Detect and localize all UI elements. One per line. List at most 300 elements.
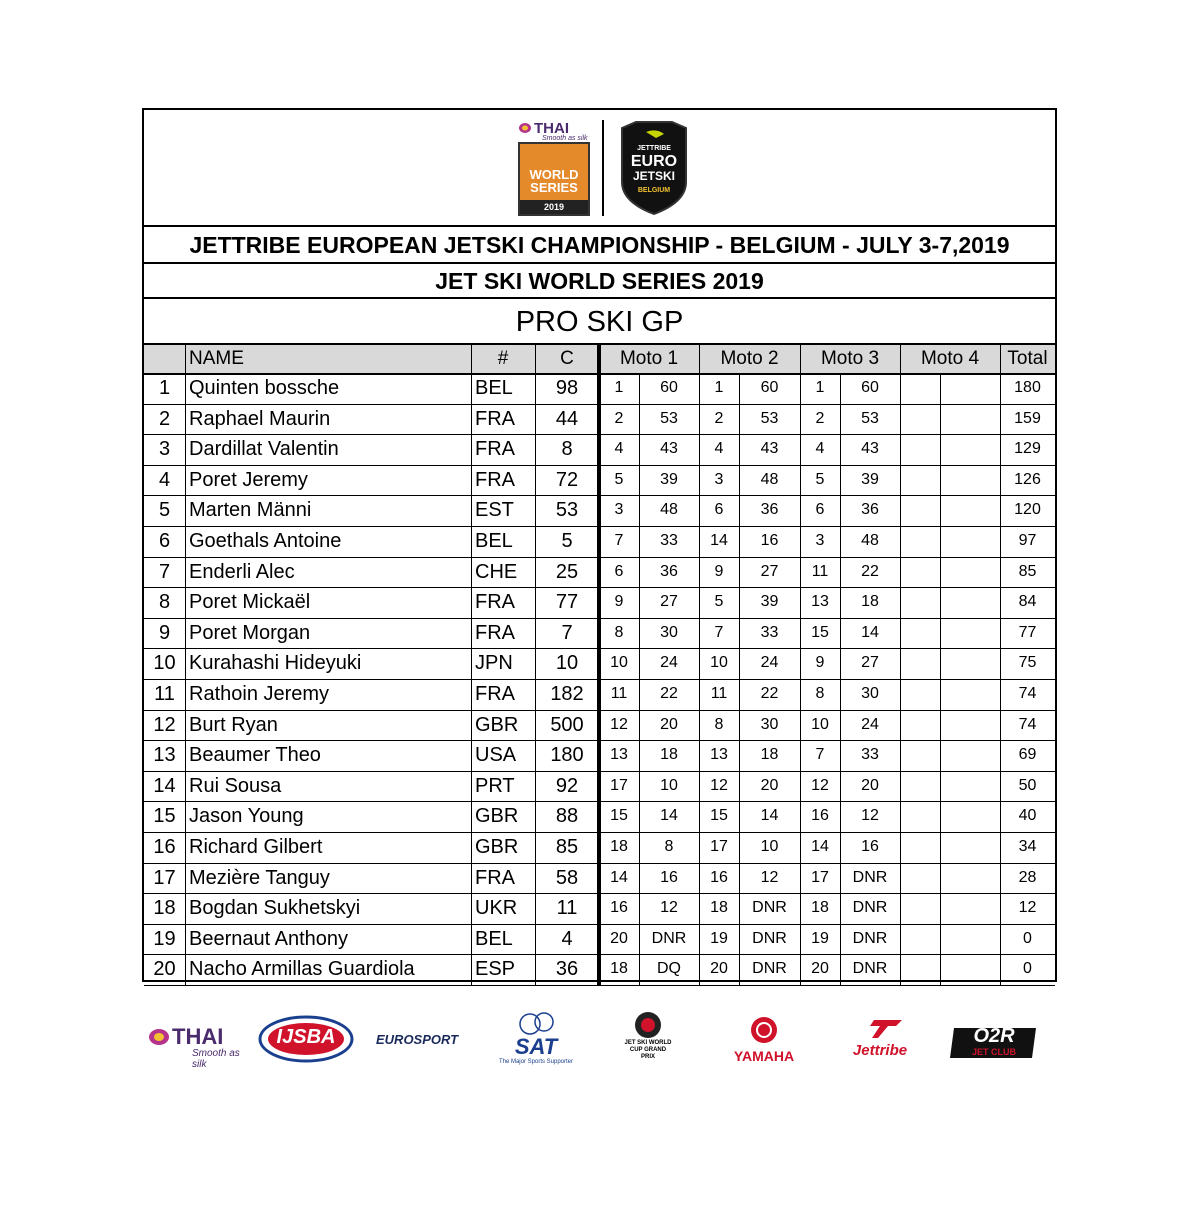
cell-moto2-place: 10	[710, 654, 728, 672]
cell-moto4-place	[900, 954, 940, 985]
cell-moto1-points: 30	[660, 623, 678, 641]
thai-tagline-text: Smooth as silk	[542, 135, 588, 142]
sponsor-strip	[140, 1010, 1060, 1070]
cell-position: 18	[153, 897, 176, 920]
cell-moto1-place: 9	[614, 593, 624, 611]
cell-moto1-points: 8	[664, 838, 674, 855]
cell-position: 1	[158, 377, 171, 399]
cell-number: 182	[550, 683, 584, 705]
cell-moto2-points: 43	[760, 440, 779, 458]
cell-nation: GBR	[475, 836, 519, 858]
cell-moto1-points: 22	[660, 685, 678, 702]
cell-rider-name: Jason Young	[189, 805, 304, 828]
cell-moto3-points: 14	[861, 623, 879, 641]
cell-moto3-points: 43	[861, 440, 879, 458]
column-divider	[739, 373, 740, 985]
cell-number: 58	[555, 866, 579, 889]
cell-moto2-place: 15	[710, 807, 728, 825]
cell-moto1-points: 43	[660, 440, 678, 458]
cell-moto4-points	[940, 495, 1000, 526]
cell-moto1-place: 5	[614, 470, 624, 488]
cell-position: 14	[153, 774, 176, 797]
sponsor-o2r-text: O2R	[973, 1025, 1015, 1047]
cell-moto3-place: 2	[815, 409, 825, 427]
world-cup-emblem-icon	[626, 1010, 670, 1040]
cell-total: 97	[1018, 532, 1037, 549]
cell-moto1-place: 1	[614, 379, 624, 396]
cell-nation: BEL	[475, 927, 513, 950]
cell-moto2-place: 5	[714, 593, 724, 611]
cell-moto1-points: 14	[660, 807, 678, 825]
shield-text-belgium: BELGIUM	[637, 187, 671, 194]
cell-moto2-points: DNR	[752, 960, 787, 978]
header-moto2: Moto 2	[699, 345, 800, 373]
cell-moto3-points: 60	[861, 379, 879, 396]
cell-position: 3	[158, 438, 171, 461]
cell-nation: BEL	[475, 530, 513, 552]
cell-moto4-place	[900, 373, 940, 404]
cell-moto4-place	[900, 710, 940, 741]
cell-moto4-place	[900, 801, 940, 832]
cell-moto3-place: 1	[815, 379, 825, 396]
cell-rider-name: Poret Mickaël	[189, 591, 311, 614]
cell-position: 20	[153, 958, 176, 981]
cell-moto2-place: 2	[714, 409, 724, 427]
cell-number: 77	[555, 591, 579, 614]
cell-moto2-points: 12	[760, 868, 779, 886]
cell-position: 17	[153, 866, 176, 889]
cell-moto1-place: 18	[610, 960, 628, 978]
header-name: NAME	[185, 345, 471, 373]
cell-moto1-points: 53	[660, 409, 678, 427]
sponsor-jettribe-logo	[830, 1010, 930, 1070]
cell-moto1-points: 16	[660, 868, 678, 886]
cell-moto4-place	[900, 587, 940, 618]
cell-number: 88	[555, 805, 579, 828]
cell-moto1-points: DQ	[657, 960, 681, 978]
cell-moto1-points: DNR	[651, 929, 687, 947]
cell-moto1-place: 3	[614, 501, 624, 519]
cell-moto2-points: 36	[760, 501, 779, 519]
cell-moto3-points: 12	[861, 807, 879, 825]
cell-moto4-points	[940, 710, 1000, 741]
cell-total: 129	[1014, 440, 1041, 458]
cell-moto4-points	[940, 740, 1000, 771]
cell-moto4-points	[940, 465, 1000, 496]
cell-moto4-points	[940, 863, 1000, 894]
cell-rider-name: Poret Morgan	[189, 621, 311, 644]
cell-moto1-points: 60	[660, 379, 678, 396]
cell-total: 77	[1018, 623, 1037, 641]
cell-rider-name: Raphael Maurin	[189, 407, 331, 430]
cell-number: 53	[555, 499, 579, 522]
cell-moto4-place	[900, 526, 940, 557]
header-number: #	[471, 345, 535, 373]
cell-rider-name: Poret Jeremy	[189, 468, 308, 491]
cell-moto1-points: 10	[660, 776, 678, 794]
cell-moto1-points: 27	[660, 593, 678, 611]
cell-moto2-place: 13	[710, 746, 728, 764]
column-divider	[639, 373, 640, 985]
cell-moto2-points: 30	[760, 715, 779, 733]
cell-moto1-place: 20	[610, 929, 628, 947]
cell-moto3-place: 13	[811, 593, 829, 611]
cell-rider-name: Marten Männi	[189, 499, 312, 522]
column-divider	[840, 373, 841, 985]
cell-nation: FRA	[475, 621, 515, 644]
cell-total: 34	[1018, 838, 1037, 855]
cell-nation: BEL	[475, 377, 513, 399]
header-blank	[144, 345, 185, 373]
cell-total: 0	[1023, 929, 1032, 947]
cell-moto3-place: 20	[811, 960, 829, 978]
cell-position: 8	[158, 591, 171, 614]
cell-moto2-place: 3	[714, 470, 724, 488]
cell-moto3-place: 14	[811, 838, 829, 855]
cell-moto2-points: 18	[760, 746, 779, 764]
cell-moto3-points: DNR	[852, 960, 888, 978]
cell-nation: FRA	[475, 468, 515, 491]
cell-number: 180	[550, 744, 584, 767]
cell-moto4-points	[940, 924, 1000, 955]
thai-world-series-logo	[516, 120, 592, 216]
header-total: Total	[1000, 345, 1055, 373]
cell-moto2-points: 39	[760, 593, 779, 611]
cell-moto2-place: 7	[714, 623, 724, 641]
jettribe-mark-icon	[866, 1018, 906, 1040]
cell-moto1-points: 33	[660, 532, 678, 549]
cell-moto1-points: 24	[660, 654, 678, 672]
cell-moto1-place: 4	[614, 440, 624, 458]
cell-total: 126	[1014, 470, 1041, 488]
cell-moto4-place	[900, 832, 940, 863]
cell-moto2-place: 19	[710, 929, 728, 947]
cell-position: 11	[154, 683, 175, 705]
cell-moto1-points: 20	[660, 715, 678, 733]
sponsor-ijsba-logo	[258, 1010, 358, 1070]
cell-moto2-place: 1	[714, 379, 724, 396]
sponsor-sat-tagline: The Major Sports Supporter	[498, 1059, 574, 1065]
cell-nation: GBR	[475, 805, 519, 828]
cell-moto3-points: 27	[861, 654, 879, 672]
cell-moto3-points: DNR	[852, 929, 888, 947]
cell-moto4-points	[940, 679, 1000, 710]
cell-moto3-place: 4	[815, 440, 825, 458]
cell-moto3-points: 16	[861, 838, 879, 855]
cell-moto2-place: 4	[714, 440, 724, 458]
sponsor-world-cup-text: JET SKI WORLD CUP GRAND PRIX	[624, 1040, 672, 1060]
column-divider	[185, 345, 186, 985]
cell-moto4-place	[900, 434, 940, 465]
thai-brand-text: THAI	[534, 120, 569, 137]
cell-moto1-place: 7	[614, 532, 624, 549]
cell-moto2-place: 20	[710, 960, 728, 978]
cell-moto4-place	[900, 679, 940, 710]
header-moto4: Moto 4	[900, 345, 1000, 373]
cell-nation: FRA	[475, 683, 515, 705]
cell-number: 8	[561, 438, 573, 461]
cell-moto3-place: 5	[815, 470, 825, 488]
euro-jetski-shield-logo	[616, 120, 692, 216]
sponsor-sat-text: SAT	[514, 1034, 558, 1059]
cell-moto3-place: 8	[815, 685, 825, 702]
cell-moto3-points: 48	[861, 532, 879, 549]
series-title: JET SKI WORLD SERIES 2019	[144, 264, 1055, 299]
cell-moto4-place	[900, 404, 940, 435]
cell-moto2-points: 14	[760, 807, 779, 825]
cell-total: 28	[1018, 868, 1037, 886]
cell-moto3-points: 24	[861, 715, 879, 733]
cell-moto1-points: 39	[660, 470, 678, 488]
cell-moto3-place: 17	[811, 868, 829, 886]
cell-moto2-place: 16	[710, 868, 728, 886]
cell-rider-name: Quinten bossche	[189, 377, 340, 399]
cell-moto3-place: 9	[815, 654, 825, 672]
cell-moto4-place	[900, 648, 940, 679]
sponsor-jettribe-text: Jettribe	[852, 1042, 908, 1059]
cell-rider-name: Kurahashi Hideyuki	[189, 652, 362, 675]
cell-position: 19	[153, 927, 176, 950]
sponsor-ijsba-text: IJSBA	[276, 1026, 336, 1048]
cell-number: 25	[555, 560, 579, 583]
cell-moto4-points	[940, 832, 1000, 863]
cell-total: 120	[1014, 501, 1041, 519]
cell-moto2-points: 24	[760, 654, 779, 672]
cell-rider-name: Rui Sousa	[189, 774, 282, 797]
cell-rider-name: Enderli Alec	[189, 560, 295, 583]
cell-moto2-place: 9	[714, 562, 724, 580]
cell-number: 44	[555, 407, 579, 430]
cell-moto1-place: 12	[610, 715, 628, 733]
world-series-year: 2019	[520, 200, 588, 214]
cell-moto3-place: 10	[811, 715, 829, 733]
cell-moto1-place: 16	[610, 899, 628, 917]
sponsor-yamaha-logo	[726, 1010, 802, 1070]
cell-nation: GBR	[475, 713, 519, 736]
cell-moto4-points	[940, 618, 1000, 649]
cell-nation: PRT	[475, 774, 515, 797]
cell-moto2-place: 17	[710, 838, 728, 855]
cell-number: 7	[561, 621, 573, 644]
cell-moto2-points: 33	[760, 623, 779, 641]
sponsor-sat-logo	[496, 1010, 576, 1070]
cell-moto2-points: 22	[760, 685, 779, 702]
cell-rider-name: Burt Ryan	[189, 713, 278, 736]
cell-number: 500	[550, 713, 584, 736]
cell-nation: ESP	[475, 958, 516, 981]
cell-nation: FRA	[475, 591, 515, 614]
cell-moto1-place: 15	[610, 807, 628, 825]
cell-moto1-place: 17	[610, 776, 628, 794]
cell-moto1-place: 10	[610, 654, 628, 672]
cell-nation: CHE	[475, 560, 518, 583]
cell-total: 50	[1018, 776, 1037, 794]
cell-moto2-points: DNR	[752, 899, 787, 917]
cell-moto4-points	[940, 404, 1000, 435]
cell-moto1-place: 2	[614, 409, 624, 427]
cell-position: 10	[153, 652, 176, 675]
cell-moto4-points	[940, 801, 1000, 832]
cell-moto3-place: 16	[811, 807, 829, 825]
column-divider	[800, 345, 801, 985]
cell-moto2-place: 12	[710, 776, 728, 794]
cell-moto4-place	[900, 495, 940, 526]
cell-moto1-place: 13	[610, 746, 628, 764]
sponsor-thai-tagline: Smooth as silk	[192, 1048, 240, 1070]
cell-nation: JPN	[475, 652, 513, 675]
column-divider	[535, 345, 536, 985]
cell-moto2-place: 14	[710, 532, 728, 549]
cell-number: 36	[555, 958, 579, 981]
cell-nation: FRA	[475, 407, 515, 430]
world-series-badge	[518, 142, 590, 216]
cell-position: 13	[153, 744, 176, 767]
cell-moto4-place	[900, 465, 940, 496]
cell-position: 4	[158, 468, 171, 491]
cell-rider-name: Nacho Armillas Guardiola	[189, 958, 415, 981]
column-divider	[900, 345, 901, 985]
cell-moto3-points: 33	[861, 746, 879, 764]
cell-number: 98	[555, 377, 579, 399]
cell-total: 75	[1018, 654, 1037, 672]
cell-moto2-points: 20	[760, 776, 779, 794]
sponsor-o2r-logo	[946, 1010, 1046, 1070]
cell-total: 0	[1023, 960, 1032, 978]
sponsor-yamaha-text: YAMAHA	[733, 1048, 795, 1064]
column-divider	[940, 373, 941, 985]
cell-moto4-points	[940, 373, 1000, 404]
cell-number: 72	[555, 468, 579, 491]
cell-nation: UKR	[475, 897, 518, 920]
cell-moto3-points: 53	[861, 409, 879, 427]
cell-moto4-points	[940, 954, 1000, 985]
cell-moto4-points	[940, 434, 1000, 465]
cell-moto4-points	[940, 648, 1000, 679]
header-moto3: Moto 3	[800, 345, 900, 373]
cell-position: 16	[153, 836, 176, 858]
sponsor-thai-logo	[148, 1010, 248, 1070]
cell-position: 9	[158, 621, 171, 644]
cell-rider-name: Rathoin Jeremy	[189, 683, 330, 705]
cell-moto4-place	[900, 863, 940, 894]
cell-moto1-place: 11	[610, 685, 628, 702]
cell-moto1-place: 14	[610, 868, 628, 886]
shield-text-jetski: JETSKI	[632, 169, 676, 183]
cell-moto3-points: 36	[861, 501, 879, 519]
header-country: C	[535, 345, 599, 373]
cell-number: 4	[561, 927, 573, 950]
cell-moto3-place: 19	[811, 929, 829, 947]
cell-rider-name: Beaumer Theo	[189, 744, 321, 767]
cell-nation: FRA	[475, 438, 515, 461]
cell-moto4-place	[900, 740, 940, 771]
cell-number: 85	[555, 836, 579, 858]
cell-number: 10	[555, 652, 579, 675]
sponsor-thai-text: THAI	[172, 1024, 224, 1049]
cell-moto4-points	[940, 893, 1000, 924]
cell-rider-name: Beernaut Anthony	[189, 927, 349, 950]
cell-moto4-place	[900, 557, 940, 588]
cell-total: 74	[1018, 685, 1037, 702]
header-logo-band	[144, 110, 1055, 227]
cell-moto2-points: 53	[760, 409, 779, 427]
column-divider	[1000, 345, 1001, 985]
cell-moto4-points	[940, 771, 1000, 802]
cell-moto3-points: 20	[861, 776, 879, 794]
championship-title: JETTRIBE EUROPEAN JETSKI CHAMPIONSHIP - BELGIUM - JULY 3-7,2019	[144, 227, 1055, 264]
cell-moto3-place: 18	[811, 899, 829, 917]
cell-moto1-place: 8	[614, 623, 624, 641]
cell-moto3-points: 18	[861, 593, 879, 611]
cell-moto3-points: DNR	[852, 868, 888, 886]
row-divider	[144, 985, 1055, 986]
cell-moto2-place: 6	[714, 501, 724, 519]
cell-moto1-points: 36	[660, 562, 678, 580]
cell-moto2-place: 11	[710, 685, 728, 702]
cell-rider-name: Richard Gilbert	[189, 836, 323, 858]
column-divider	[699, 345, 700, 985]
cell-position: 7	[158, 560, 171, 583]
cell-number: 92	[555, 774, 579, 797]
column-divider	[471, 345, 472, 985]
class-title: PRO SKI GP	[144, 299, 1055, 345]
cell-total: 69	[1018, 746, 1037, 764]
cell-position: 6	[158, 530, 171, 552]
shield-text-jettribe: JETTRIBE	[637, 145, 671, 152]
cell-position: 12	[153, 713, 176, 736]
cell-moto2-points: 60	[760, 379, 779, 396]
cell-moto2-points: 48	[760, 470, 779, 488]
cell-total: 84	[1018, 593, 1037, 611]
cell-moto3-points: 30	[861, 685, 879, 702]
yamaha-tuning-fork-icon	[750, 1016, 778, 1044]
header-moto1: Moto 1	[599, 345, 699, 373]
cell-moto4-place	[900, 771, 940, 802]
cell-moto4-points	[940, 557, 1000, 588]
cell-moto4-place	[900, 618, 940, 649]
thai-orchid-icon	[518, 122, 532, 134]
cell-total: 85	[1018, 562, 1037, 580]
cell-moto3-place: 11	[811, 562, 829, 580]
cell-total: 40	[1018, 807, 1037, 825]
cell-total: 180	[1014, 379, 1041, 396]
cell-moto2-place: 8	[714, 715, 724, 733]
cell-moto2-points: 16	[760, 532, 779, 549]
results-sheet	[142, 108, 1057, 982]
cell-position: 2	[158, 407, 171, 430]
cell-moto1-points: 18	[660, 746, 678, 764]
cell-nation: USA	[475, 744, 517, 767]
world-series-word2: SERIES	[530, 180, 578, 195]
sponsor-o2r-sub: JET CLUB	[971, 1047, 1016, 1057]
cell-moto1-place: 6	[614, 562, 624, 580]
cell-moto3-place: 6	[815, 501, 825, 519]
cell-nation: FRA	[475, 866, 515, 889]
cell-total: 159	[1014, 409, 1041, 427]
cell-moto1-place: 18	[610, 838, 628, 855]
cell-moto4-points	[940, 587, 1000, 618]
sponsor-eurosport-text: EUROSPORT	[376, 1032, 459, 1047]
cell-moto1-points: 12	[660, 899, 678, 917]
cell-rider-name: Bogdan Sukhetskyi	[189, 897, 361, 920]
cell-moto3-points: DNR	[852, 899, 888, 917]
world-series-word1: WORLD	[529, 167, 579, 182]
cell-number: 5	[561, 530, 573, 552]
cell-moto3-place: 12	[811, 776, 829, 794]
cell-moto2-points: 27	[760, 562, 779, 580]
cell-moto3-points: 39	[861, 470, 879, 488]
cell-moto3-points: 22	[861, 562, 879, 580]
